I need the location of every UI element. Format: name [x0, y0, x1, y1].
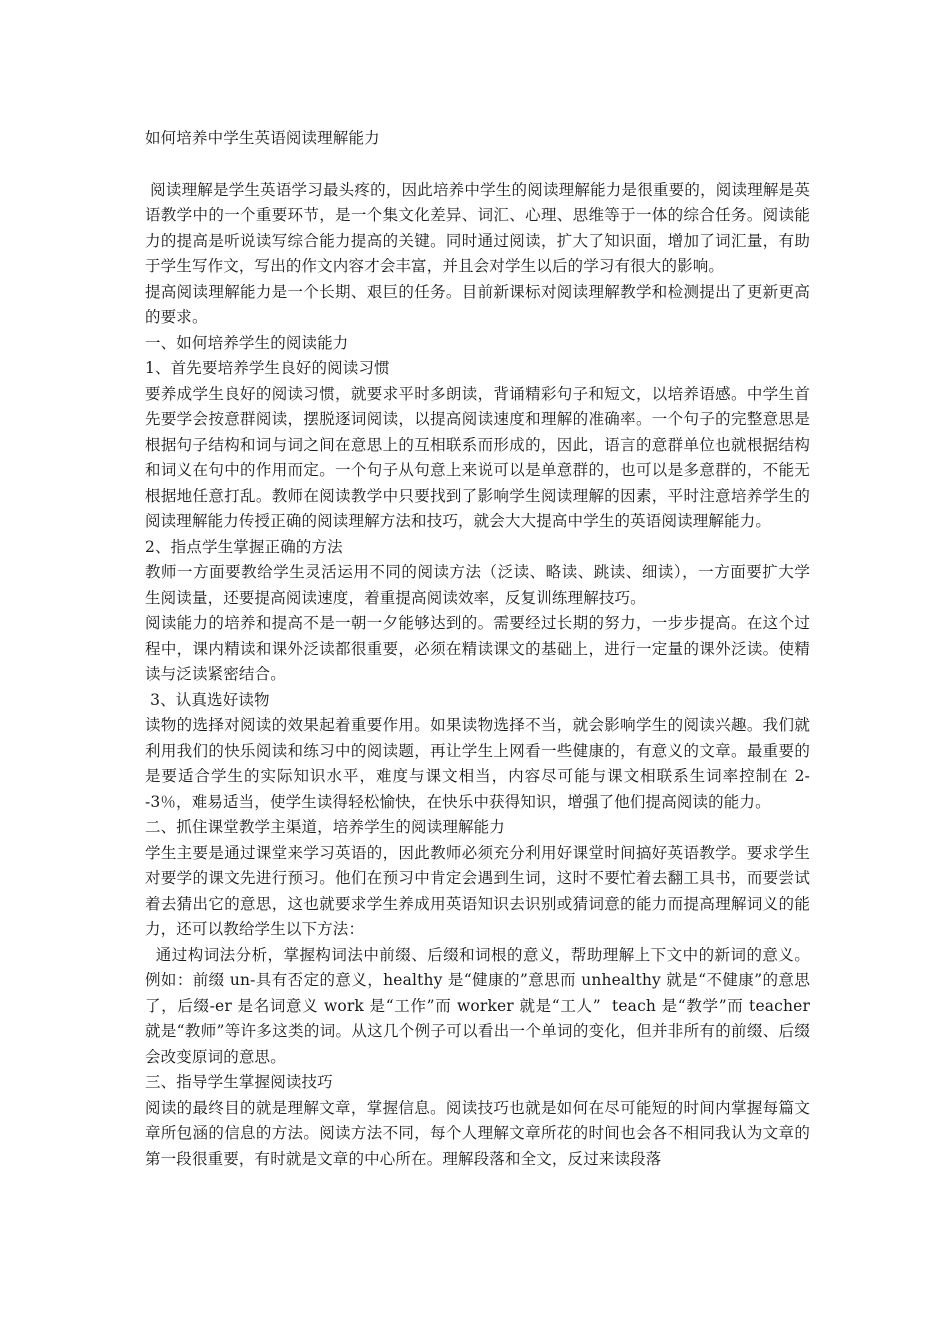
paragraph-task: 提高阅读理解能力是一个长期、艰巨的任务。目前新课标对阅读理解教学和检测提出了更新更高的要求。	[145, 282, 810, 326]
paragraph-long-term: 阅读能力的培养和提高不是一朝一夕能够达到的。需要经过长期的努力，一步步提高。在这个过程中，课内精读和课外泛读都很重要，必须在精读课文的基础上，进行一定量的课外泛读。使精读与泛读紧密结合。	[145, 614, 810, 683]
paragraph-reading-materials: 读物的选择对阅读的效果起着重要作用。如果读物选择不当，就会影响学生的阅读兴趣。我们就利用我们的快乐阅读和练习中的阅读题，再让学生上网看一些健康的，有意义的文章。最重要的是要适合学生的实际知识水平，难度与课文相当，内容尽可能与课文相联系生词率控制在 2--3％，难易适当，使学生读得轻松愉快，在快乐中获得知识，增强了他们提高阅读的能力。	[145, 716, 810, 811]
subheading-1-3: 3、认真选好读物	[145, 690, 270, 709]
section-heading-2: 二、抓住课堂教学主渠道，培养学生的阅读理解能力	[145, 818, 505, 836]
section-heading-3: 三、指导学生掌握阅读技巧	[145, 1073, 333, 1091]
section-heading-1: 一、如何培养学生的阅读能力	[145, 333, 349, 352]
document-title: 如何培养中学生英语阅读理解能力	[145, 129, 380, 147]
subheading-1-2: 2、指点学生掌握正确的方法	[145, 537, 343, 556]
document-body	[145, 126, 816, 1172]
paragraph-methods: 教师一方面要教给学生灵活运用不同的阅读方法（泛读、略读、跳读、细读），一方面要扩大学生阅读量，还要提高阅读速度，着重提高阅读效率，反复训练理解技巧。	[145, 563, 810, 607]
paragraph-word-formation: 通过构词法分析，掌握构词法中前缀、后缀和词根的意义，帮助理解上下文中的新词的意义。例如：前缀 un-具有否定的意义，healthy 是“健康的”意思而 unhealthy 就是“不健康”的意思了，后缀-er 是名词意义 work 是“工作”而 worker 就是“工人” teach 是“教学”而 teacher 就是“教师”等许多这类的词。从这几个例子可以看出一个单词的变化，但并非所有的前缀、后缀会改变原词的意思。	[145, 945, 816, 1066]
paragraph-intro: 阅读理解是学生英语学习最头疼的，因此培养中学生的阅读理解能力是很重要的，阅读理解是英语教学中的一个重要环节，是一个集文化差异、词汇、心理、思维等于一体的综合任务。阅读能力的提高是听说读写综合能力提高的关键。同时通过阅读，扩大了知识面，增加了词汇量，有助于学生写作文，写出的作文内容才会丰富，并且会对学生以后的学习有很大的影响。	[145, 180, 810, 275]
paragraph-reading-skills: 阅读的最终目的就是理解文章，掌握信息。阅读技巧也就是如何在尽可能短的时间内掌握每篇文章所包涵的信息的方法。阅读方法不同，每个人理解文章所花的时间也会各不相同我认为文章的第一段很重要，有时就是文章的中心所在。理解段落和全文，反过来读段落	[145, 1098, 810, 1168]
paragraph-reading-habits: 要养成学生良好的阅读习惯，就要求平时多朗读，背诵精彩句子和短文，以培养语感。中学生首先要学会按意群阅读，摆脱逐词阅读，以提高阅读速度和理解的准确率。一个句子的完整意思是根据句子结构和词与词之间在意思上的互相联系而形成的，因此，语言的意群单位也就根据结构和词义在句中的作用而定。一个句子从句意上来说可以是单意群的，也可以是多意群的，不能无根据地任意打乱。教师在阅读教学中只要找到了影响学生阅读理解的因素，平时注意培养学生的阅读理解能力传授正确的阅读理解方法和技巧，就会大大提高中学生的英语阅读理解能力。	[145, 384, 810, 530]
paragraph-classroom: 学生主要是通过课堂来学习英语的，因此教师必须充分利用好课堂时间搞好英语教学。要求学生对要学的课文先进行预习。他们在预习中肯定会遇到生词，这时不要忙着去翻工具书，而要尝试着去猜出它的意思，这也就要求学生养成用英语知识去识别或猜词意的能力而提高理解词义的能力，还可以教给学生以下方法：	[145, 843, 810, 938]
subheading-1-1: 1、首先要培养学生良好的阅读习惯	[145, 359, 390, 377]
